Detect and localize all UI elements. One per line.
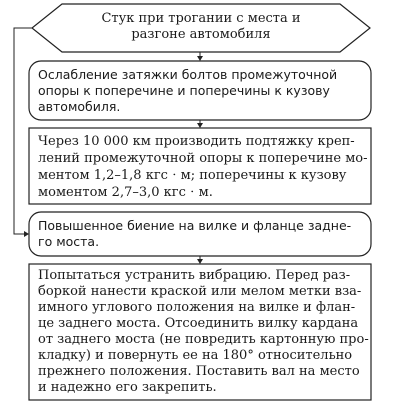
fix-1-line-4: моментом 2,7–3,0 кгс ⋅ м. (38, 185, 213, 200)
fix-2-line-7: прежнего положения. Поставить вал на место (38, 364, 360, 379)
start-line-2: разгоне автомобиля (131, 27, 271, 42)
arrowhead-cause1-fix1 (197, 123, 203, 128)
fix-2-line-2: боркой нанести краской или мелом метки вза- (38, 284, 362, 299)
cause-2-line-2: го моста. (38, 234, 100, 249)
cause-1-line-1: Ослабление затяжки болтов промежуточной (38, 67, 338, 82)
fix-2-line-4: це заднего моста. Отсоединить вилку кардана (38, 316, 359, 331)
fix-2-line-5: от заднего моста (не повредить картонную про- (38, 332, 369, 347)
fix-1-line-3: ментом 1,2–1,8 кгс ⋅ м; поперечины к кузову (38, 168, 347, 183)
cause-2-line-1: Повышенное биение на вилке и фланце задне- (38, 218, 352, 233)
fix-2-line-3: имного углового положения на вилке и флан- (38, 300, 356, 315)
fix-2-line-6: кладку) и повернуть ее на 180° относительно (38, 348, 353, 363)
cause-1-line-3: автомобиля. (38, 99, 121, 114)
arrowhead-cause2-fix2 (197, 259, 203, 264)
cause-1-line-2: опоры к поперечине и поперечины к кузову (38, 83, 330, 98)
start-line-1: Стук при трогании с места и (101, 11, 301, 26)
fix-2-line-1: Попытаться устранить вибрацию. Перед раз- (38, 268, 351, 283)
arrowhead-start-cause1 (197, 56, 203, 61)
fix-2-line-8: и надежно его закрепить. (38, 380, 217, 395)
fix-1-line-2: лений промежуточной опоры к поперечине мо- (38, 151, 368, 166)
fix-1-line-1: Через 10 000 км производить подтяжку креп- (38, 134, 355, 149)
branch-arrowhead (24, 231, 29, 237)
